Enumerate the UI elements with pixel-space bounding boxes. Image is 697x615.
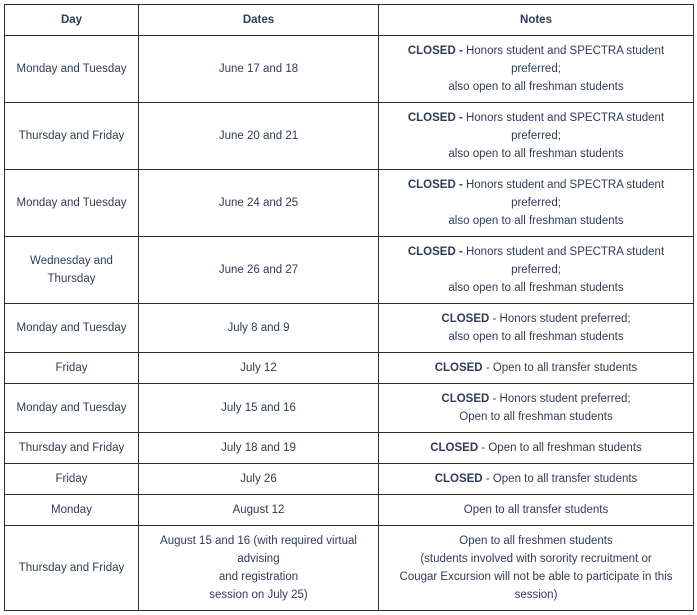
- orientation-schedule-table: [4, 4, 694, 611]
- header-notes: Notes: [379, 5, 694, 36]
- closed-label: CLOSED: [441, 313, 490, 325]
- notes-cell: [379, 170, 694, 237]
- cell-line: CLOSED - Honors student and SPECTRA student: [407, 246, 665, 258]
- cell-line: preferred;: [511, 63, 561, 75]
- cell-line: preferred;: [511, 264, 561, 276]
- header-dates: Dates: [139, 5, 379, 36]
- cell-line: also open to all freshman students: [448, 331, 624, 343]
- cell-line: and registration: [218, 571, 299, 583]
- cell-line: Monday and Tuesday: [16, 322, 127, 334]
- table-row: [5, 384, 694, 433]
- cell-line: July 26: [240, 473, 277, 485]
- cell-line: Thursday and Friday: [18, 130, 125, 142]
- cell-line: Monday and Tuesday: [16, 63, 127, 75]
- day-cell: [5, 170, 139, 237]
- dates-cell: [139, 36, 379, 103]
- cell-line: Thursday and Friday: [18, 442, 125, 454]
- table-row: [5, 464, 694, 495]
- notes-cell: [379, 464, 694, 495]
- cell-line: CLOSED - Honors student preferred;: [441, 393, 631, 405]
- table-row: [5, 353, 694, 384]
- cell-line: Friday: [55, 473, 88, 485]
- dates-cell: [139, 433, 379, 464]
- cell-line: also open to all freshman students: [448, 148, 624, 160]
- cell-line: July 15 and 16: [221, 402, 296, 414]
- cell-line: June 20 and 21: [218, 130, 299, 142]
- day-cell: [5, 464, 139, 495]
- day-cell: [5, 526, 139, 611]
- header-row: [5, 5, 694, 36]
- cell-line: Open to all freshmen students: [459, 535, 613, 547]
- cell-line: also open to all freshman students: [448, 81, 624, 93]
- cell-line: June 17 and 18: [218, 63, 299, 75]
- cell-line: Thursday: [47, 273, 96, 285]
- cell-line: July 8 and 9: [227, 322, 290, 334]
- header-day: Day: [5, 5, 139, 36]
- table-body: [5, 36, 694, 611]
- closed-label: CLOSED -: [407, 112, 463, 124]
- cell-line: Friday: [55, 362, 88, 374]
- table-row: [5, 304, 694, 353]
- cell-line: CLOSED - Open to all transfer students: [434, 362, 638, 374]
- notes-cell: [379, 237, 694, 304]
- cell-line: August 12: [232, 504, 285, 516]
- closed-label: CLOSED: [430, 442, 479, 454]
- cell-line: CLOSED - Honors student preferred;: [441, 313, 631, 325]
- table-row: [5, 433, 694, 464]
- table-row: [5, 170, 694, 237]
- dates-cell: [139, 170, 379, 237]
- dates-cell: [139, 384, 379, 433]
- dates-cell: [139, 526, 379, 611]
- notes-cell: [379, 304, 694, 353]
- closed-label: CLOSED: [434, 473, 483, 485]
- dates-cell: [139, 495, 379, 526]
- cell-line: Open to all transfer students: [463, 504, 609, 516]
- day-cell: [5, 36, 139, 103]
- cell-line: Monday: [51, 504, 92, 516]
- table-row: [5, 36, 694, 103]
- cell-line: Monday and Tuesday: [16, 197, 127, 209]
- cell-line: session): [514, 589, 558, 601]
- table-row: [5, 495, 694, 526]
- cell-line: session on July 25): [209, 589, 308, 601]
- dates-cell: [139, 304, 379, 353]
- closed-label: CLOSED -: [407, 246, 463, 258]
- notes-cell: [379, 384, 694, 433]
- cell-line: CLOSED - Honors student and SPECTRA student: [407, 179, 665, 191]
- cell-line: CLOSED - Honors student and SPECTRA student: [407, 112, 665, 124]
- dates-cell: [139, 237, 379, 304]
- cell-line: advising: [237, 553, 280, 565]
- cell-line: July 12: [240, 362, 277, 374]
- cell-line: Wednesday and: [30, 255, 113, 267]
- cell-line: Thursday and Friday: [18, 562, 125, 574]
- notes-cell: [379, 526, 694, 611]
- cell-line: June 24 and 25: [218, 197, 299, 209]
- table-row: [5, 526, 694, 611]
- day-cell: [5, 103, 139, 170]
- closed-label: CLOSED -: [407, 179, 463, 191]
- closed-label: CLOSED -: [407, 45, 463, 57]
- dates-cell: [139, 103, 379, 170]
- table-header: [5, 5, 694, 36]
- cell-line: (students involved with sorority recruitment or: [420, 553, 652, 565]
- cell-line: also open to all freshman students: [448, 282, 624, 294]
- cell-line: CLOSED - Open to all freshman students: [430, 442, 642, 454]
- notes-cell: [379, 36, 694, 103]
- cell-line: Open to all freshman students: [459, 411, 613, 423]
- cell-line: CLOSED - Open to all transfer students: [434, 473, 638, 485]
- day-cell: [5, 237, 139, 304]
- day-cell: [5, 384, 139, 433]
- notes-cell: [379, 103, 694, 170]
- cell-line: CLOSED - Honors student and SPECTRA student: [407, 45, 665, 57]
- table-row: [5, 237, 694, 304]
- closed-label: CLOSED: [441, 393, 490, 405]
- notes-cell: [379, 433, 694, 464]
- cell-line: June 26 and 27: [218, 264, 299, 276]
- cell-line: July 18 and 19: [221, 442, 296, 454]
- cell-line: Monday and Tuesday: [16, 402, 127, 414]
- closed-label: CLOSED: [434, 362, 483, 374]
- dates-cell: [139, 353, 379, 384]
- day-cell: [5, 304, 139, 353]
- notes-cell: [379, 495, 694, 526]
- dates-cell: [139, 464, 379, 495]
- cell-line: also open to all freshman students: [448, 215, 624, 227]
- day-cell: [5, 353, 139, 384]
- day-cell: [5, 433, 139, 464]
- notes-cell: [379, 353, 694, 384]
- table-row: [5, 103, 694, 170]
- cell-line: August 15 and 16 (with required virtual: [160, 535, 357, 547]
- cell-line: preferred;: [511, 197, 561, 209]
- cell-line: Cougar Excursion will not be able to participate in this: [399, 571, 673, 583]
- day-cell: [5, 495, 139, 526]
- cell-line: preferred;: [511, 130, 561, 142]
